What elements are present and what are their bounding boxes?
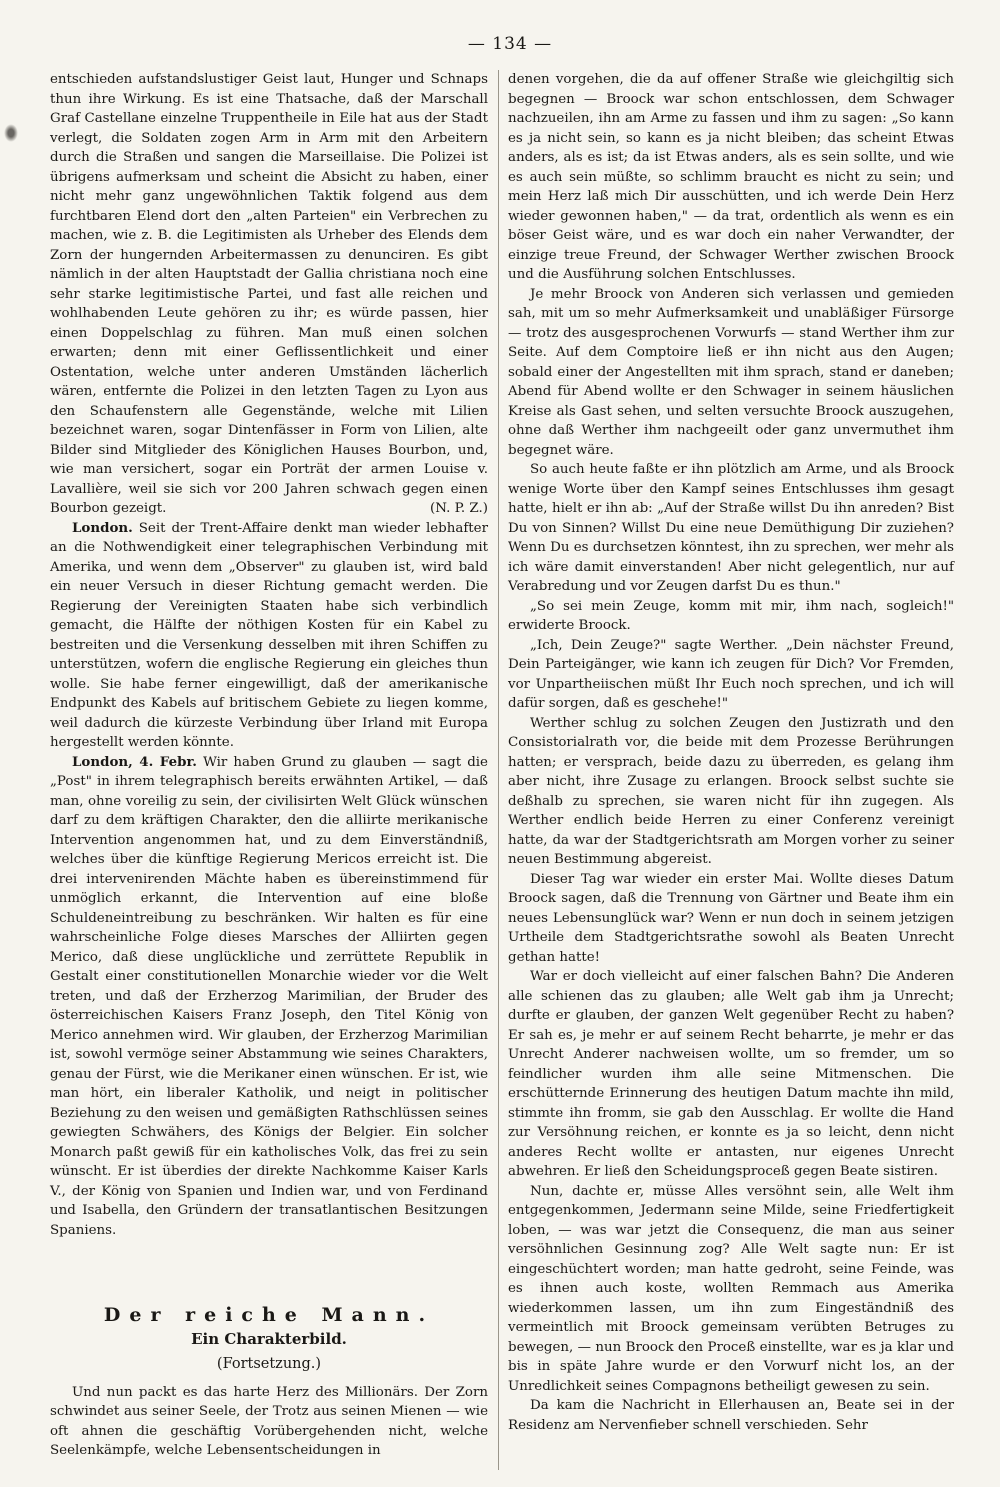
feuilleton-subhead: Ein Charakterbild. [191, 1329, 347, 1348]
story-paragraph-5: „Ich, Dein Zeuge?" sagte Werther. „Dein nächster Freund, Dein Parteigänger, wie kann ich zeugen für Dich? Vor Fremden, vor Unpartheiischen müßt Ihr Euch noch sprechen, und ich will dafür sorgen, daß es geschehe!" [508, 637, 954, 711]
left-column [50, 70, 488, 1461]
column-divider [498, 70, 499, 1470]
right-column [508, 70, 954, 1435]
source-attribution: (N. P. Z.) [430, 501, 488, 516]
dateline-london: London. [72, 519, 133, 536]
story-opening-paragraph: Und nun packt es das harte Herz des Millionärs. Der Zorn schwindet aus seiner Seele, der Trotz aus seinen Mienen — wie oft ahnen die geschäftig Vorübergehenden nicht, welche Seelenkämpfe, welche Lebensentscheidungen in [50, 1384, 488, 1458]
lyon-report-paragraph [50, 70, 488, 519]
story-paragraph-1: denen vorgehen, die da auf offener Straße wie gleichgiltig sich begegnen — Broock war schon entschlossen, dem Schwager nachzueilen, ihn am Arme zu fassen und ihm zu sagen: „So kann es ja nicht sein, so kann es ja nicht bleiben; das scheint Etwas anders, als es ist; da ist Etwas anders, als es sein sollte, und wie es auch sein müßte, so schlimm braucht es nicht zu sein; und mein Herz laß mich Dir ausschütten, und ich werde Dein Herz wieder gewonnen haben," — da trat, ordentlich als wenn es ein böser Geist wäre, und es war doch ein naher Verwandter, der einzige treue Freund, der Schwager Werther zwischen Broock und die Ausführung solchen Entschlusses. [508, 72, 954, 282]
story-paragraph-6: Werther schlug zu solchen Zeugen den Justizrath und den Consistorialrath vor, die beide mit dem Prozesse Berührungen hatten; er versprach, beide dazu zu überreden, es gelang ihm aber nicht, ihre Zusage zu erlangen. Broock selbst suchte sie deßhalb zu sprechen, sie waren nicht für ihn zugegen. Als Werther endlich beide Herren zu einer Conferenz vereinigt hatte, da war der Stadtgerichtsrath am Morgen vorher zu seiner neuen Bestimmung abgereist. [508, 715, 954, 867]
feuilleton-continuation-note: (Fortsetzung.) [216, 1356, 322, 1372]
story-paragraph-10: Da kam die Nachricht in Ellerhausen an, Beate sei in der Residenz am Nervenfieber schnell verschieden. Sehr [508, 1398, 954, 1433]
story-paragraph-2: Je mehr Broock von Anderen sich verlassen und gemieden sah, mit um so mehr Aufmerksamkeit und unabläßiger Fürsorge — trotz des ausgesprochenen Vorwurfs — stand Werther ihm zur Seite. Auf dem Comptoire ließ er ihn nicht aus den Augen; sobald einer der Angestellten mit ihm sprach, stand er daneben; Abend für Abend wollte er den Schwager in seinem häuslichen Kreise als Gast sehen, und selten versuchte Broock auszugehen, ohne daß Werther ihm nachgeeilt oder ganz unvermuthet ihm begegnet wäre. [508, 286, 954, 458]
london-mexico-text: Wir haben Grund zu glauben — sagt die „Post" in ihrem telegraphisch bereits erwähnten Artikel, — daß man, ohne voreilig zu sein, der civilisirten Welt Glück wünschen darf zu dem kräftigen Charakter, den die alliirte merikanische Intervention angenommen hat, und zu dem Einverständniß, welches über die künftige Regierung Mericos erreicht ist. Die drei intervenirenden Mächte haben es übereinstimmend für unmöglich erkannt, die Intervention auf eine bloße Schuldeneintreibung zu beschränken. Wir halten es für eine wahrscheinliche Folge dieses Marsches der Alliirten gegen Merico, daß diese unglückliche und zerrüttete Republik in Gestalt einer constitutionellen Monarchie wieder vor die Welt treten, und daß der Erzherzog Marimilian, der Bruder des österreichischen Kaisers Franz Joseph, den Titel König von Merico annehmen wird. Wir glauben, der Erzherzog Marimilian ist, sowohl vermöge seiner Abstammung wie seines Charakters, genau der Fürst, wie die Merikaner einen wünschen. Er ist, wie man hört, ein liberaler Katholik, und neigt in politischer Beziehung zu den weisen und gemäßigten Rathschlüssen seines gewiegten Schwähers, des Königs der Belgier. Ein solcher Monarch paßt gewiß für ein katholisches Volk, das frei zu sein wünscht. Er ist überdies der direkte Nachkomme Kaiser Karls V., der König von Spanien und Indien war, und von Ferdinand und Isabella, den Gründern der transatlantischen Besitzungen Spaniens. [50, 754, 488, 1238]
london-mexico-paragraph [50, 753, 488, 1241]
feuilleton-headline: Der reiche Mann. [103, 1304, 435, 1326]
story-paragraph-9: Nun, dachte er, müsse Alles versöhnt sein, alle Welt ihm entgegenkommen, Jedermann seine Milde, seine Friedfertigkeit loben, — was war jetzt die Consequenz, die man aus seiner versöhnlichen Gesinnung zog? Alle Welt sagte nun: Er ist eingeschüchtert worden; man hatte gedroht, seine Feinde, was es ihnen auch koste, wollten Remmach aus Amerika wiederkommen lassen, um ihn zum Eingeständniß des vermeintlich mit Broock gemeinsam verübten Betruges zu bewegen, — nun Broock den Proceß einstellte, war es ja klar und bis in späte Jahre wurde er den Vorwurf nicht los, an der Unredlichkeit seines Compagnons betheiligt gewesen zu sein. [508, 1183, 954, 1394]
scan-blemish [4, 124, 18, 142]
story-paragraph-7: Dieser Tag war wieder ein erster Mai. Wollte dieses Datum Broock sagen, daß die Trennung von Gärtner und Beate ihm ein neues Lebensunglück war? Wenn er nun doch in seinem jetzigen Urtheile dem Stadtgerichtsrathe sowohl als Beaten Unrecht gethan hatte! [508, 871, 954, 965]
london-cable-paragraph [50, 519, 488, 753]
page-number: — 134 — [467, 34, 553, 54]
story-paragraph-8: War er doch vielleicht auf einer falschen Bahn? Die Anderen alle schienen das zu glauben; alle Welt gab ihm ja Unrecht; durfte er glauben, der ganzen Welt gegenüber Recht zu haben? Er sah es, je mehr er auf seinem Recht beharrte, je mehr er das Unrecht Anderer nachweisen wollte, um so fremder, um so feindlicher wurden ihm alle seine Mitmenschen. Die erschütternde Erinnerung des heutigen Datum machte ihn mild, stimmte ihn fromm, sie gab den Ausschlag. Er wollte die Hand zur Versöhnung reichen, er konnte es ja so leicht, denn nicht anderes Recht wollte er antasten, nur eigenes Unrecht abwehren. Er ließ den Scheidungsproceß gegen Beate sistiren. [508, 969, 954, 1179]
story-paragraph-3: So auch heute faßte er ihn plötzlich am Arme, und als Broock wenige Worte über den Kampf seines Entschlusses ihm gesagt hatte, hielt er ihn ab: „Auf der Straße willst Du ihn anreden? Bist Du von Sinnen? Willst Du eine neue Demüthigung Dir zuziehen? Wenn Du es durchsetzen könntest, ihn zu sprechen, wer mehr als ich wäre damit einverstanden! Aber nicht gelegentlich, nur auf Verabredung und vor Zeugen darfst Du es thun." [508, 462, 954, 594]
story-paragraph-4: „So sei mein Zeuge, komm mit mir, ihm nach, sogleich!" erwiderte Broock. [508, 598, 954, 633]
london-cable-text: Seit der Trent-Affaire denkt man wieder lebhafter an die Nothwendigkeit einer telegraphischen Verbindung mit Amerika, und wenn dem „Observer" zu glauben ist, wird bald ein neuer Versuch in dieser Richtung gemacht werden. Die Regierung der Vereinigten Staaten habe sich verbindlich gemacht, die Hälfte der nöthigen Kosten für ein Kabel zu bestreiten und die Versenkung desselben mit ihren Schiffen zu unterstützen, wofern die englische Regierung ein gleiches thun wolle. Sie habe ferner eingewilligt, daß der amerikanische Endpunkt des Kabels auf britischem Gebiete zu liegen komme, weil dadurch die kürzeste Verbindung über Irland mit Europa hergestellt werden könnte. [50, 520, 489, 750]
dateline-london-feb: London, 4. Febr. [72, 753, 197, 770]
lyon-report-text: entschieden aufstandslustiger Geist laut, Hunger und Schnaps thun ihre Wirkung. Es ist eine Thatsache, daß der Marschall Graf Castellane einzelne Truppentheile in Eile hat aus der Stadt verlegt, die Soldaten zogen Arm in Arm mit den Arbeitern durch die Straßen und sangen die Marseillaise. Die Polizei ist übrigens aufmerksam und scheint die Absicht zu haben, einer nicht mehr ganz ungewöhnlichen Taktik folgend aus dem furchtbaren Elend dort den „alten Parteien" ein Verbrechen zu machen, wie z. B. die Legitimisten als Urheber des Elends dem Zorn der hungernden Arbeitermassen zu denunciren. Es gibt nämlich in der alten Hauptstadt der Gallia christiana noch eine sehr starke legitimistische Partei, und fast alle reichen und wohlhabenden Leute gehören zu ihr; es würde passen, hier einen Doppelschlag zu führen. Man muß einen solchen erwarten; denn mit einer Geflissentlichkeit und einer Ostentation, welche unter anderen Umständen lächerlich wären, entfernte die Polizei in den letzten Tagen zu Lyon aus den Schaufenstern alle Gegenstände, welche mit Lilien bezeichnet waren, sogar Dintenfässer in Form von Lilien, alte Bilder sind Mitglieder des Königlichen Hauses Bourbon, und, wie man versichert, sogar ein Porträt der armen Louise v. Lavallière, weil sie sich vor 200 Jahren schwach gegen einen Bourbon gezeigt. [50, 72, 488, 516]
